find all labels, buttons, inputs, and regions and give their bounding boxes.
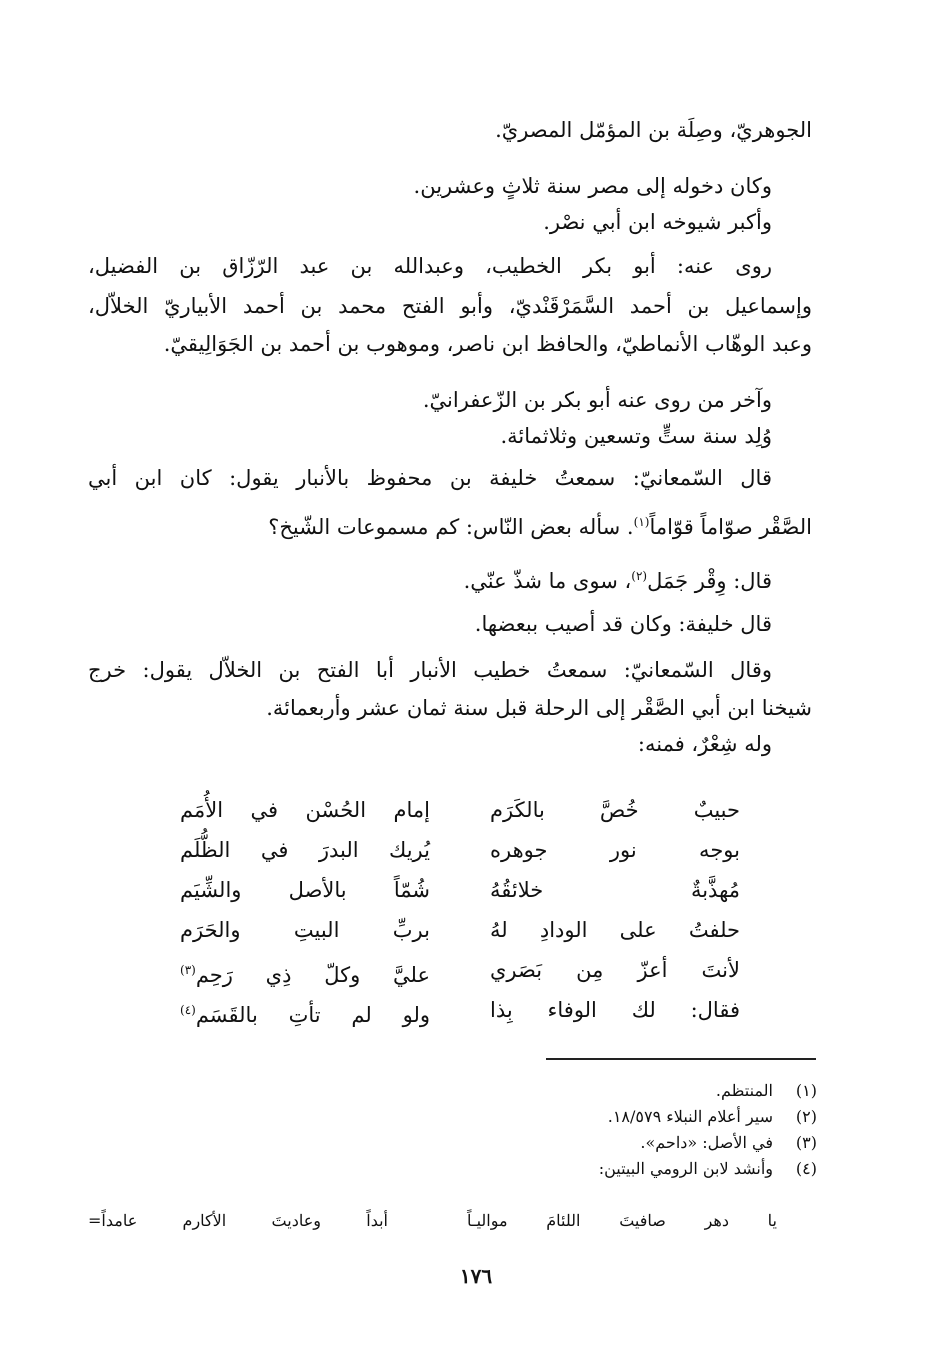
poem xyxy=(180,790,740,1030)
text-line-main: وقال السّمعانيّ: سمعتُ خطيب الأنبار أبا الفتح بن الخلاّل يقول: خرج xyxy=(88,658,772,682)
text-line xyxy=(88,326,812,362)
verse-first-hemistich: فقال: لك الوفاء بِذا xyxy=(490,998,740,1022)
footnote-number: (١) xyxy=(795,1081,817,1100)
poem-verse xyxy=(180,830,740,870)
text-line xyxy=(88,690,812,726)
text-line-main: قال: وِقْر جَمَل xyxy=(647,569,772,593)
verse-first-hemistich: حلفتُ على الودادِ لهُ xyxy=(490,918,740,942)
verse-second-hemistich xyxy=(180,990,430,1035)
text-line xyxy=(88,504,812,545)
text-line-main: وآخر من روى عنه أبو بكر بن الزّعفرانيّ. xyxy=(422,388,772,412)
text-line-main: وكان دخوله إلى مصر سنة ثلاثٍ وعشرين. xyxy=(413,174,772,198)
footnote-separator xyxy=(546,1058,816,1060)
text-line-main: قال خليفة: وكان قد أصيب ببعضها. xyxy=(474,612,772,636)
text-line xyxy=(88,652,772,688)
text-line xyxy=(88,112,812,148)
footnote-text: سير أعلام النبلاء ١٨/٥٧٩. xyxy=(607,1107,773,1126)
text-line-main: قال السّمعانيّ: سمعتُ خليفة بن محفوظ بالأنبار يقول: كان ابن أبي xyxy=(88,466,772,490)
footnote-verse xyxy=(88,1208,777,1234)
text-line xyxy=(88,168,772,204)
verse-first-hemistich: مُهذَّبةٌ خلائقُهُ xyxy=(490,878,740,902)
text-line xyxy=(88,248,772,284)
text-line xyxy=(88,606,772,642)
footnote-text: في الأصل: «داحم». xyxy=(640,1133,773,1152)
text-line xyxy=(88,726,772,762)
text-line xyxy=(88,558,772,599)
footnote-marker: (٢) xyxy=(631,569,648,583)
text-line xyxy=(88,418,772,454)
verse-second-text: بربِّ البيتِ والحَرَم xyxy=(180,918,430,942)
text-line-main: الصَّقْر صوّاماً قوّاماً xyxy=(649,515,812,539)
text-line xyxy=(88,288,812,324)
text-line-rest: ، سوى ما شذّ عنّي. xyxy=(463,569,632,593)
footnote-number: (٢) xyxy=(795,1107,817,1126)
footnote-verse-first: يا دهر صافيتَ اللئامَ مواليـاً xyxy=(467,1211,777,1230)
verse-second-text: إمام الحُسْن في الأُمَم xyxy=(180,798,430,822)
text-line-main: وله شِعْرٌ، فمنه: xyxy=(637,732,772,756)
verse-first-hemistich: بوجه نور جوهره xyxy=(490,838,740,862)
footnote-marker: (٤) xyxy=(180,1003,196,1017)
footnote xyxy=(716,1078,817,1104)
verse-second-hemistich xyxy=(180,790,430,830)
poem-verse xyxy=(180,990,740,1030)
footnote xyxy=(599,1156,817,1182)
verse-second-text: يُريك البدرَ في الظُّلَم xyxy=(180,838,430,862)
verse-second-hemistich xyxy=(180,870,430,910)
footnote xyxy=(608,1104,817,1130)
text-line xyxy=(88,460,772,496)
footnote-verse-second: أبداً وعاديتَ الأكارم عامداً= xyxy=(88,1211,388,1230)
poem-verse xyxy=(180,870,740,910)
poem-verse xyxy=(180,790,740,830)
footnote xyxy=(640,1130,817,1156)
footnote-text: وأنشد لابن الرومي البيتين: xyxy=(598,1159,773,1178)
text-line-rest: . سأله بعض النّاس: كم مسموعات الشّيخ؟ xyxy=(268,515,634,539)
verse-first-hemistich: لأنتَ أعزّ مِن بَصَري xyxy=(490,958,740,982)
verse-second-text: شُمّاً بالأصل والشِّيَم xyxy=(180,878,430,902)
verse-second-hemistich xyxy=(180,950,430,995)
footnote-marker: (١) xyxy=(633,515,650,529)
verse-first-hemistich: حبيبٌ خُصَّ بالكَرَم xyxy=(490,798,740,822)
text-line xyxy=(88,204,772,240)
text-line-main: وعبد الوهّاب الأنماطيّ، والحافظ ابن ناصر، وموهوب بن أحمد بن الجَوَالِيقيّ. xyxy=(163,332,812,356)
verse-second-text: عليَّ وكلّ ذِي رَحِم xyxy=(195,963,430,987)
text-line-main: شيخنا ابن أبي الصَّقْر إلى الرحلة قبل سنة ثمان عشر وأربعمائة. xyxy=(266,696,812,720)
verse-second-text: ولو لم تأتِ بالقَسَم xyxy=(195,1003,430,1027)
text-line xyxy=(88,382,772,418)
text-line-main: روى عنه: أبو بكر الخطيب، وعبدالله بن عبد الرّزّاق بن الفضيل، xyxy=(88,254,772,278)
page-number: ١٧٦ xyxy=(459,1264,493,1288)
text-line-main: الجوهريّ، وصِلَة بن المؤمّل المصريّ. xyxy=(495,118,812,142)
poem-verse xyxy=(180,950,740,990)
poem-verse xyxy=(180,910,740,950)
text-line-main: وُلِد سنة ستٍّ وتسعين وثلاثمائة. xyxy=(500,424,772,448)
verse-second-hemistich xyxy=(180,830,430,870)
footnote-number: (٣) xyxy=(795,1133,817,1152)
footnote-text: المنتظم. xyxy=(715,1081,773,1100)
footnote-marker: (٣) xyxy=(180,963,196,977)
verse-second-hemistich xyxy=(180,910,430,950)
text-line-main: وإسماعيل بن أحمد السَّمَرْقَنْديّ، وأبو الفتح محمد بن أحمد الأبياريّ الخلاّل، xyxy=(88,294,812,318)
footnote-number: (٤) xyxy=(795,1159,817,1178)
text-line-main: وأكبر شيوخه ابن أبي نصْر. xyxy=(543,210,772,234)
